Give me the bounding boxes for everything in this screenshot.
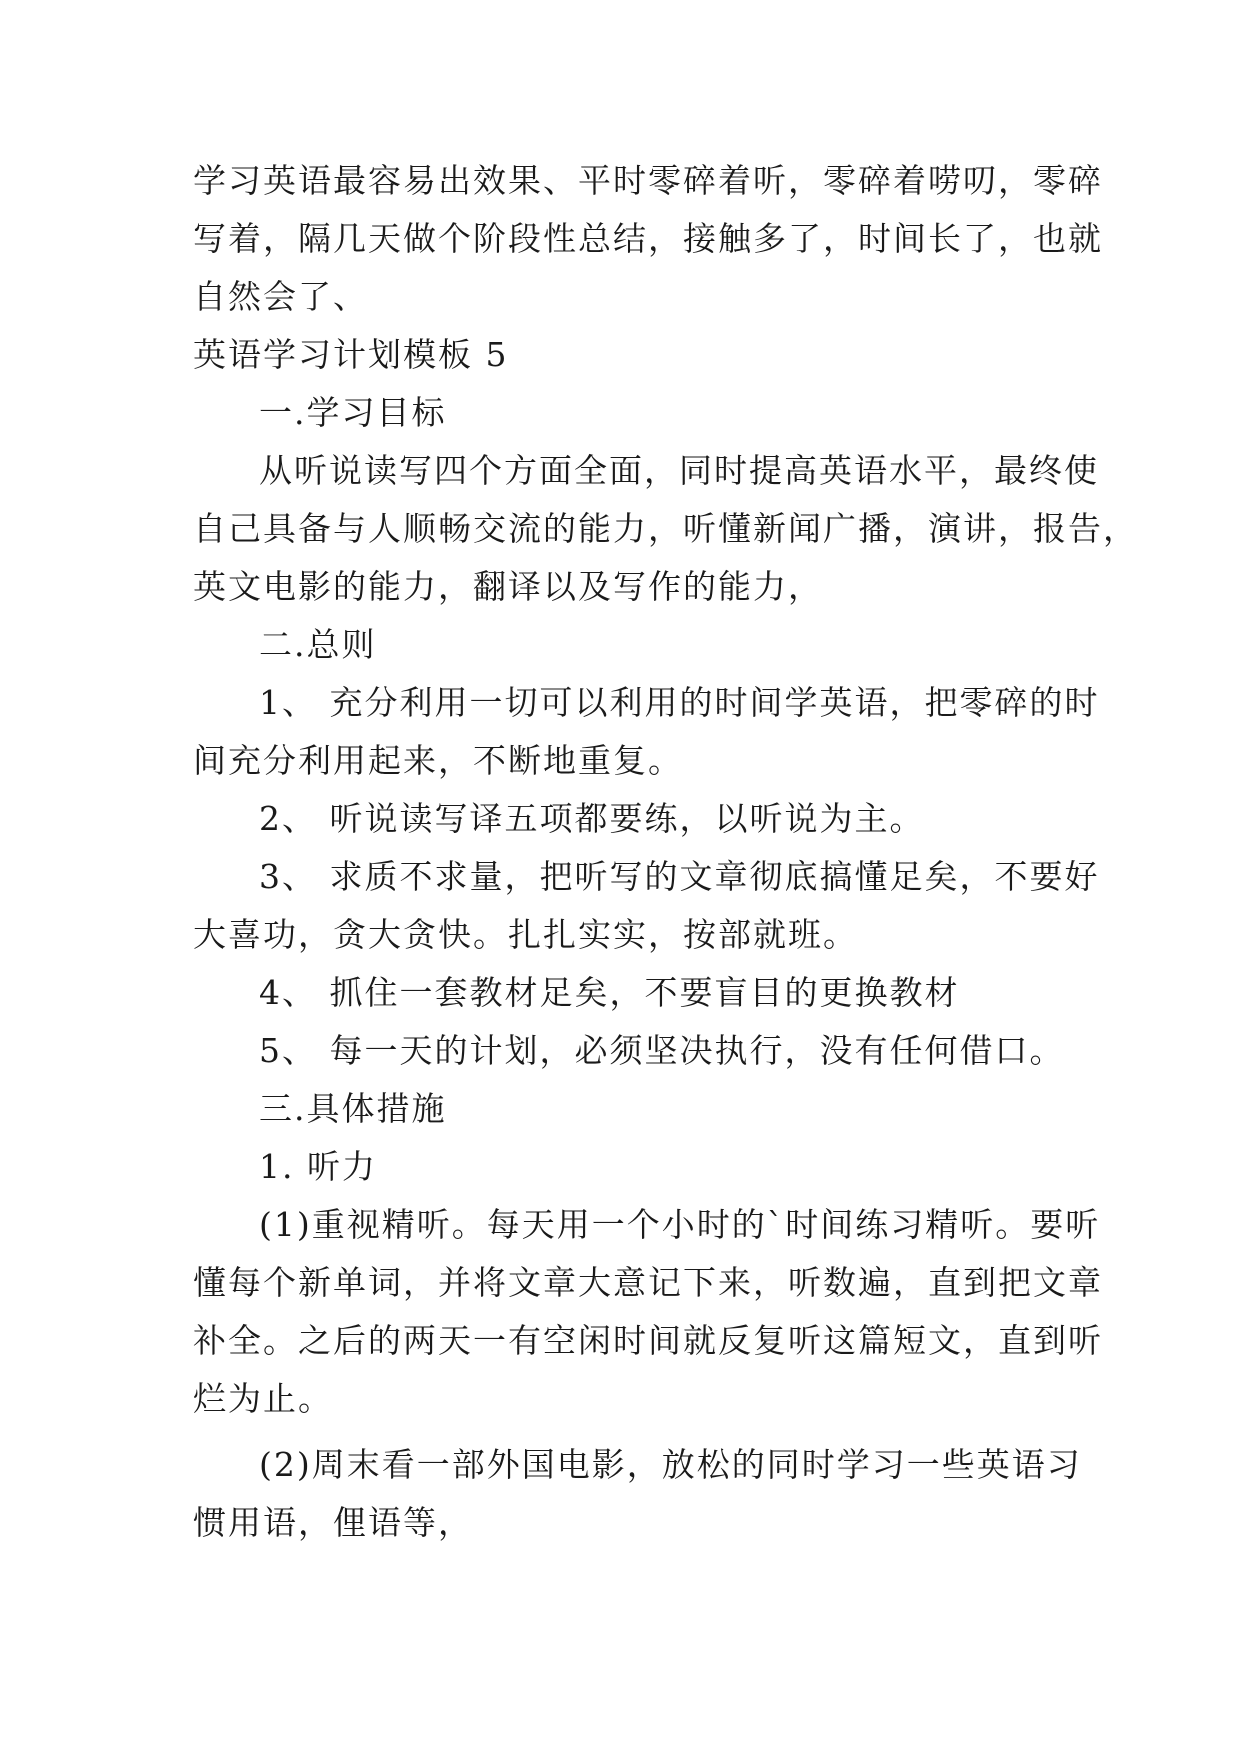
paragraph-line: 惯用语，俚语等， — [193, 1503, 473, 1542]
subheading-listening: 1. 听力 — [259, 1147, 377, 1186]
paragraph-line: 自然会了、 — [193, 277, 368, 316]
paragraph-line: 学习英语最容易出效果、平时零碎着听，零碎着唠叨，零碎 — [193, 161, 1103, 200]
paragraph-line: 补全。之后的两天一有空闲时间就反复听这篇短文，直到听 — [193, 1321, 1103, 1360]
list-item: 3、 求质不求量，把听写的文章彻底搞懂足矣，不要好 — [259, 857, 1100, 896]
heading-principles: 二.总则 — [259, 625, 377, 664]
heading-measures: 三.具体措施 — [259, 1089, 447, 1128]
paragraph-line: 懂每个新单词，并将文章大意记下来，听数遍，直到把文章 — [193, 1263, 1103, 1302]
paragraph-line: (2)周末看一部外国电影，放松的同时学习一些英语习 — [259, 1445, 1082, 1484]
list-item-continuation: 大喜功，贪大贪快。扎扎实实，按部就班。 — [193, 915, 858, 954]
paragraph-line: 从听说读写四个方面全面，同时提高英语水平，最终使 — [259, 451, 1099, 490]
paragraph-line: 英文电影的能力，翻译以及写作的能力， — [193, 567, 823, 606]
list-item: 4、 抓住一套教材足矣，不要盲目的更换教材 — [259, 973, 960, 1012]
heading-goals: 一.学习目标 — [259, 393, 447, 432]
list-item-continuation: 间充分利用起来，不断地重复。 — [193, 741, 683, 780]
paragraph-line: (1)重视精听。每天用一个小时的`时间练习精听。要听 — [259, 1205, 1101, 1244]
paragraph-line: 自己具备与人顺畅交流的能力，听懂新闻广播，演讲，报告， — [193, 509, 1138, 548]
list-item: 2、 听说读写译五项都要练，以听说为主。 — [259, 799, 925, 838]
paragraph-line: 写着，隔几天做个阶段性总结，接触多了，时间长了，也就 — [193, 219, 1103, 258]
list-item: 5、 每一天的计划，必须坚决执行，没有任何借口。 — [259, 1031, 1065, 1070]
paragraph-line: 烂为止。 — [193, 1379, 333, 1418]
document-page — [193, 152, 1138, 1552]
list-item: 1、 充分利用一切可以利用的时间学英语，把零碎的时 — [259, 683, 1100, 722]
section-title: 英语学习计划模板 5 — [193, 335, 509, 374]
